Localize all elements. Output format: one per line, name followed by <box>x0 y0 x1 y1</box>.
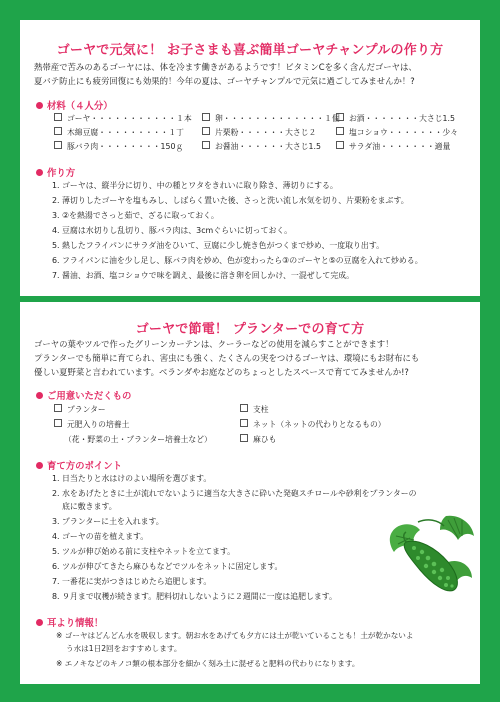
checkbox-icon <box>54 419 62 427</box>
ingredient-item: 卵・・・・・・・・・・・・・１個 <box>202 112 340 125</box>
checkbox-icon <box>54 404 62 412</box>
growing-point: 4. ゴーヤの苗を植えます。 <box>52 532 149 541</box>
tip-line: ※ エノキなどのキノコ類の根本部分を細かく刻み土に混ぜると肥料の代わりになります。 <box>56 659 360 668</box>
growing-point: 3. プランターに土を入れます。 <box>52 517 164 526</box>
planter-intro-line-1: ゴーヤの葉やツルで作ったグリーンカーテンは、クーラーなどの使用を減らすことができます！ <box>34 339 394 349</box>
goya-vine <box>418 520 444 526</box>
checkbox-icon <box>240 434 248 442</box>
ingredient-item: お醤油・・・・・・大さじ1.5 <box>202 140 321 153</box>
supply-item: 支柱 <box>240 403 269 416</box>
bullet-dot-icon <box>36 392 43 399</box>
recipe-step: 7. 醤油、お酒、塩コショウで味を調え、最後に溶き卵を回しかけ、一混ぜして完成。 <box>52 271 354 280</box>
recipe-step: 6. フライパンに油を少し足し、豚バラ肉を炒め、色が変わったら③のゴーヤと⑤の豆腐を入れて炒める。 <box>52 256 423 265</box>
ingredient-item: サラダ油・・・・・・・適量 <box>336 140 450 153</box>
growing-point-continued: 底に敷きます。 <box>62 502 117 511</box>
supply-item-note: （花・野菜の土・プランター培養土など） <box>64 435 212 444</box>
ingredient-item: 塩コショウ・・・・・・・少々 <box>336 126 458 139</box>
checkbox-icon <box>202 141 210 149</box>
recipe-step: 5. 熱したフライパンにサラダ油をひいて、豆腐に少し焼き色がつくまで炒め、一度取り出す。 <box>52 241 384 250</box>
ingredient-item: 片栗粉・・・・・・大さじ２ <box>202 126 316 139</box>
recipe-step: 2. 薄切りしたゴーヤを塩もみし、しばらく置いた後、さっと洗い流し水気を切り、片栗粉をまぶす。 <box>52 196 409 205</box>
planter-intro-line-3: 優しい夏野菜と言われています。ベランダやお庭などのちょっとしたスペースで育ててみませんか!? <box>34 367 409 377</box>
growing-point: 6. ツルが伸びてきたら麻ひもなどでツルをネットに固定します。 <box>52 562 283 571</box>
recipe-step: 4. 豆腐は水切りし乱切り、豚バラ肉は、3cmぐらいに切っておく。 <box>52 226 292 235</box>
supply-item: 麻ひも <box>240 433 276 446</box>
checkbox-icon <box>54 113 62 121</box>
steps-heading: 作り方 <box>36 165 75 179</box>
ingredients-heading: 材料（４人分） <box>36 98 113 112</box>
bullet-dot-icon <box>36 169 43 176</box>
checkbox-icon <box>54 127 62 135</box>
ingredient-item: ゴーヤ・・・・・・・・・・・１本 <box>54 112 192 125</box>
goya-illustration <box>388 512 478 597</box>
supplies-heading: ご用意いただくもの <box>36 388 131 402</box>
growing-point: 5. ツルが伸び始める前に支柱やネットを立てます。 <box>52 547 236 556</box>
checkbox-icon <box>240 404 248 412</box>
planter-intro-line-2: プランターでも簡単に育てられ、害虫にも強く、たくさんの実をつけるゴーヤは、環境にもお財布にも <box>34 353 420 363</box>
checkbox-icon <box>336 113 344 121</box>
tip-line-continued: う水は1日2回をおすすめします。 <box>66 644 182 653</box>
checkbox-icon <box>336 127 344 135</box>
recipe-title: ゴーヤで元気に！ お子さまも喜ぶ簡単ゴーヤチャンプルの作り方 <box>56 43 444 58</box>
bullet-dot-icon <box>36 462 43 469</box>
checkbox-icon <box>336 141 344 149</box>
recipe-step: 3. ②を熱湯でさっと茹で、ざるに取っておく。 <box>52 211 219 220</box>
goya-fruit-icon <box>404 532 458 591</box>
checkbox-icon <box>54 141 62 149</box>
goya-leaf-icon <box>440 516 474 540</box>
supply-item: 元肥入りの培養土 <box>54 418 129 431</box>
points-heading: 育て方のポイント <box>36 458 122 472</box>
bullet-dot-icon <box>36 619 43 626</box>
tip-line: ※ ゴーヤはどんどん水を吸収します。朝お水をあげても夕方には土が乾いていることも！土が乾かないよ <box>56 631 414 640</box>
recipe-card <box>20 20 480 296</box>
growing-point: 2. 水をあげたときに土が流れでないように適当な大きさに砕いた発砲スチロールや砂利をプランターの <box>52 489 417 498</box>
growing-point: 7. 一番花に実がつきはじめたら追肥します。 <box>52 577 212 586</box>
ingredient-item: 木綿豆腐・・・・・・・・・１丁 <box>54 126 184 139</box>
recipe-intro-line-1: 熱帯産で苦みのあるゴーヤには、体を冷ます働きがあるようです！ビタミンCを多く含んだゴーヤは、 <box>34 62 417 72</box>
recipe-step: 1. ゴーヤは、縦半分に切り、中の種とワタをきれいに取り除き、薄切りにする。 <box>52 181 338 190</box>
checkbox-icon <box>240 419 248 427</box>
growing-point: 8. ９月まで収穫が続きます。肥料切れしないように２週間に一度は追肥します。 <box>52 592 337 601</box>
checkbox-icon <box>202 113 210 121</box>
planter-card <box>20 302 480 684</box>
growing-point: 1. 日当たりと水はけのよい場所を選びます。 <box>52 474 212 483</box>
ingredient-item: 豚バラ肉・・・・・・・・150ｇ <box>54 140 183 153</box>
tips-heading: 耳より情報！ <box>36 615 103 629</box>
supply-item: ネット（ネットの代わりとなるもの） <box>240 418 386 431</box>
bullet-dot-icon <box>36 102 43 109</box>
checkbox-icon <box>202 127 210 135</box>
ingredient-item: お酒・・・・・・・大さじ1.5 <box>336 112 455 125</box>
planter-title: ゴーヤで節電！ プランターでの育て方 <box>135 322 365 337</box>
supply-item: プランター <box>54 403 106 416</box>
recipe-intro-line-2: 夏バテ防止にも疲労回復にも効果的！今年の夏は、ゴーヤチャンプルで元気に過ごしてみませんか！? <box>34 76 415 86</box>
